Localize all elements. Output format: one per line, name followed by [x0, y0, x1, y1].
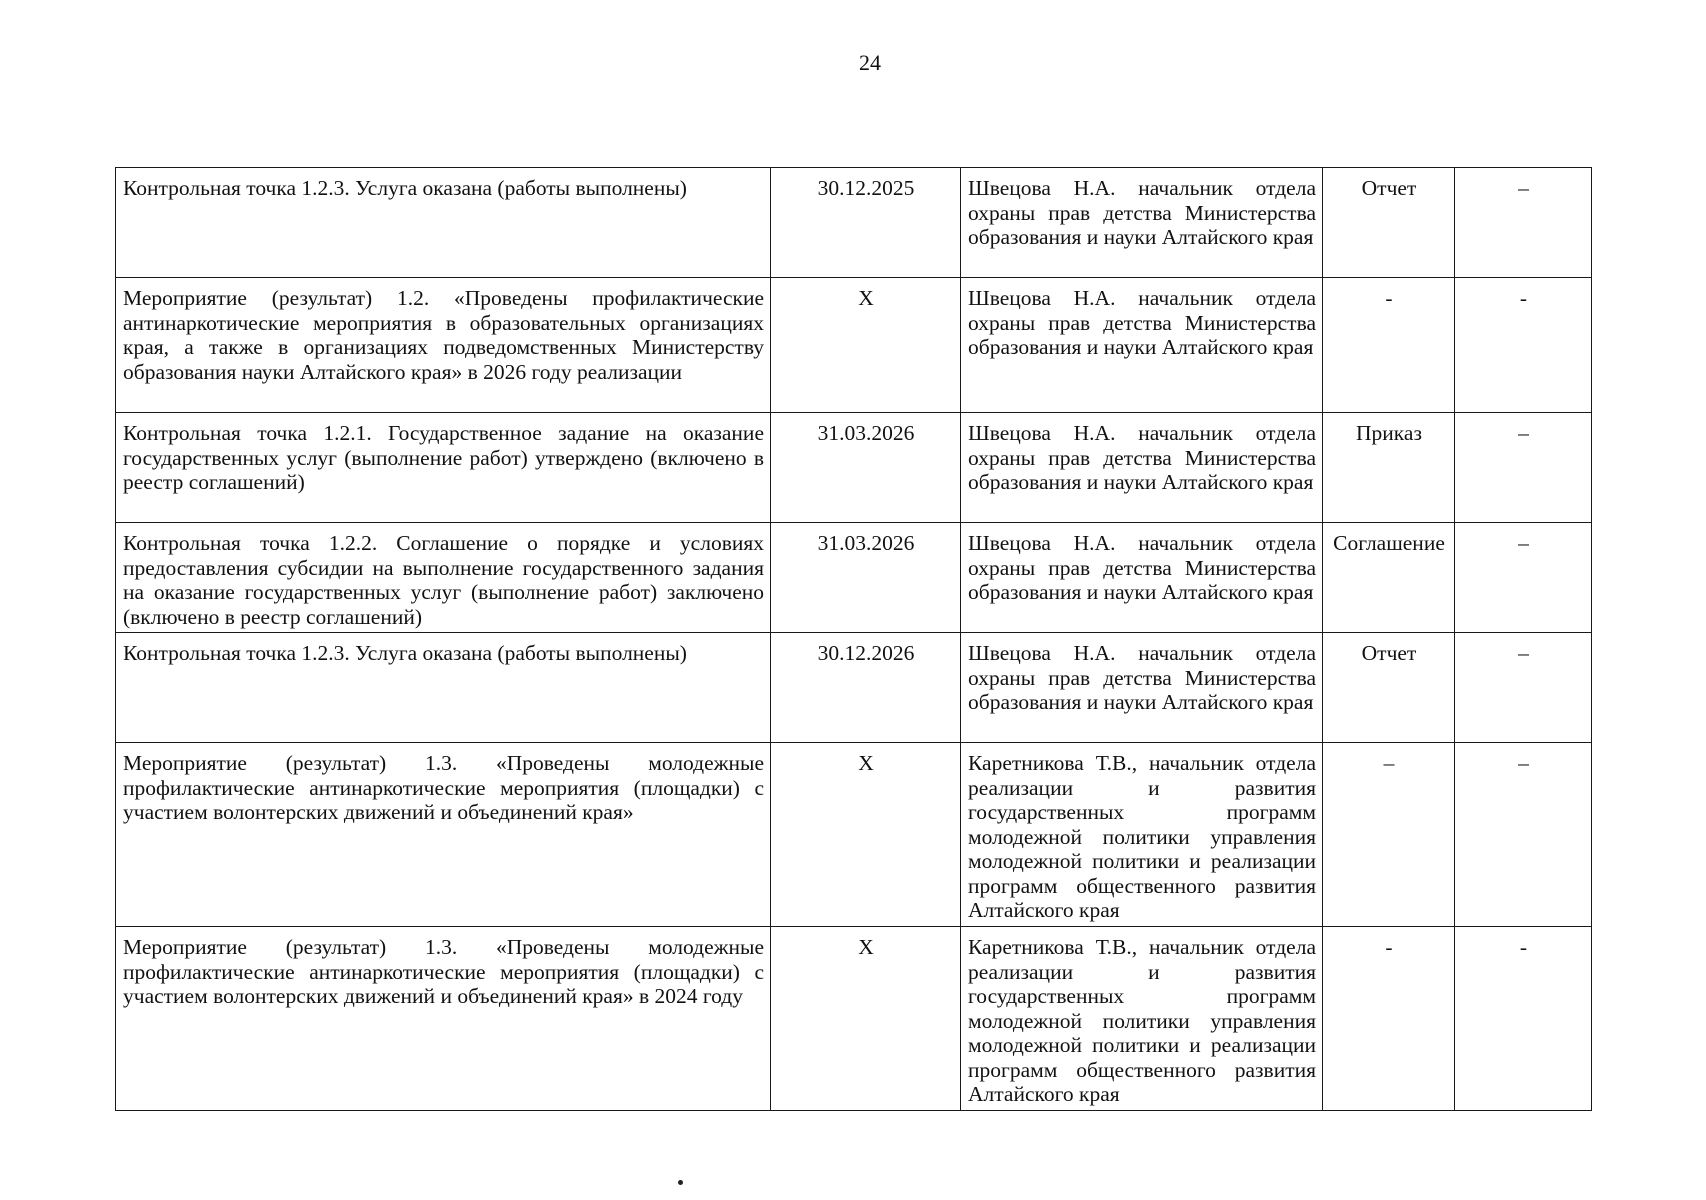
event-name-cell: Мероприятие (результат) 1.3. «Проведены молодежные профилактические антинаркотические мероприятия (площадки) с участием волонтерских движений и объединений края» в 2024 году — [116, 927, 771, 1111]
table-row — [116, 927, 1592, 1111]
table-row — [116, 413, 1592, 523]
deadline-cell: 30.12.2026 — [771, 633, 961, 743]
event-name-cell: Контрольная точка 1.2.1. Государственное задание на оказание государственных услуг (выполнение работ) утверждено (включено в реестр соглашений) — [116, 413, 771, 523]
responsible-cell: Швецова Н.А. начальник отдела охраны прав детства Министерства образования и науки Алтайского края — [961, 523, 1323, 633]
responsible-cell: Швецова Н.А. начальник отдела охраны прав детства Министерства образования и науки Алтайского края — [961, 413, 1323, 523]
responsible-cell: Швецова Н.А. начальник отдела охраны прав детства Министерства образования и науки Алтайского края — [961, 168, 1323, 278]
event-name-cell: Мероприятие (результат) 1.2. «Проведены профилактические антинаркотические мероприятия в образовательных организациях края, а также в организациях подведомственных Министерству образования науки Алтайского края» в 2026 году реализации — [116, 278, 771, 413]
event-name-cell: Контрольная точка 1.2.2. Соглашение о порядке и условиях предоставления субсидии на выполнение государственного задания на оказание государственных услуг (выполнение работ) заключено (включено в реестр соглашений) — [116, 523, 771, 633]
note-cell: – — [1455, 168, 1592, 278]
responsible-cell: Каретникова Т.В., начальник отдела реализации и развития государственных программ молодежной политики управления молодежной политики и реализации программ общественного развития Алтайского края — [961, 743, 1323, 927]
table-row — [116, 523, 1592, 633]
responsible-cell: Каретникова Т.В., начальник отдела реализации и развития государственных программ молодежной политики управления молодежной политики и реализации программ общественного развития Алтайского края — [961, 927, 1323, 1111]
document-type-cell: – — [1323, 743, 1455, 927]
event-name-cell: Контрольная точка 1.2.3. Услуга оказана (работы выполнены) — [116, 168, 771, 278]
event-name-cell: Мероприятие (результат) 1.3. «Проведены молодежные профилактические антинаркотические мероприятия (площадки) с участием волонтерских движений и объединений края» — [116, 743, 771, 927]
document-type-cell: Соглашение — [1323, 523, 1455, 633]
deadline-cell: 30.12.2025 — [771, 168, 961, 278]
table-row — [116, 278, 1592, 413]
note-cell: – — [1455, 633, 1592, 743]
responsible-cell: Швецова Н.А. начальник отдела охраны прав детства Министерства образования и науки Алтайского края — [961, 278, 1323, 413]
table-row — [116, 168, 1592, 278]
document-type-cell: - — [1323, 278, 1455, 413]
deadline-cell: Х — [771, 927, 961, 1111]
responsible-cell: Швецова Н.А. начальник отдела охраны прав детства Министерства образования и науки Алтайского края — [961, 633, 1323, 743]
note-cell: – — [1455, 413, 1592, 523]
event-name-cell: Контрольная точка 1.2.3. Услуга оказана (работы выполнены) — [116, 633, 771, 743]
document-type-cell: Приказ — [1323, 413, 1455, 523]
document-type-cell: Отчет — [1323, 633, 1455, 743]
stray-dot-mark — [678, 1180, 683, 1185]
page-number: 24 — [859, 50, 881, 75]
note-cell: – — [1455, 523, 1592, 633]
table-row — [116, 743, 1592, 927]
deadline-cell: Х — [771, 278, 961, 413]
document-type-cell: - — [1323, 927, 1455, 1111]
deadline-cell: 31.03.2026 — [771, 413, 961, 523]
note-cell: - — [1455, 278, 1592, 413]
note-cell: - — [1455, 927, 1592, 1111]
table-row — [116, 633, 1592, 743]
document-type-cell: Отчет — [1323, 168, 1455, 278]
schedule-table — [115, 167, 1592, 1111]
note-cell: – — [1455, 743, 1592, 927]
deadline-cell: 31.03.2026 — [771, 523, 961, 633]
deadline-cell: Х — [771, 743, 961, 927]
